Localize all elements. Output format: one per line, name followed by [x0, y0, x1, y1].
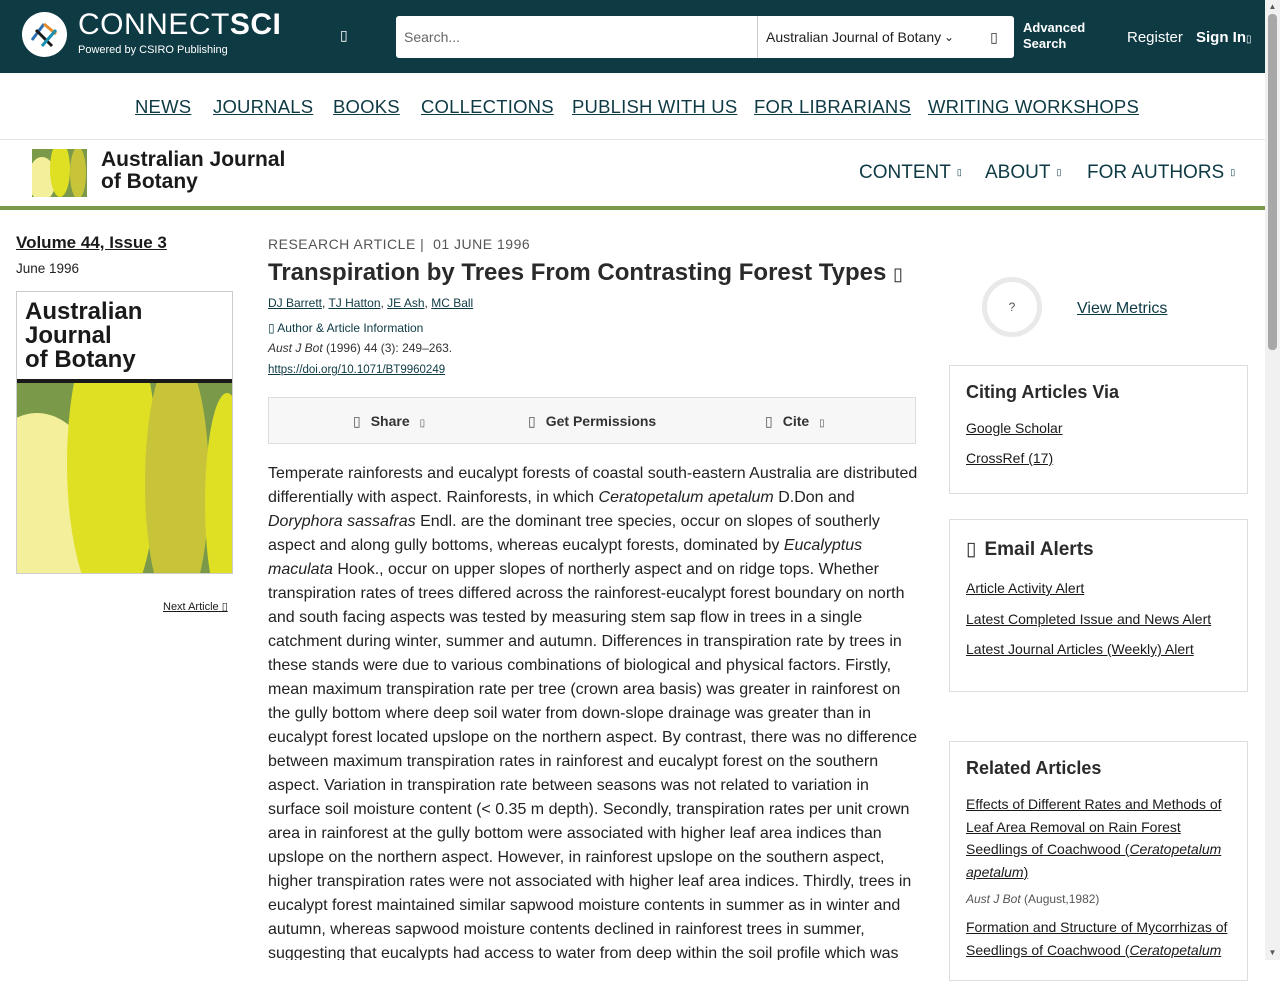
latest-issue-alert-link[interactable]: Latest Completed Issue and News Alert — [966, 611, 1212, 627]
sign-in-label: Sign In — [1196, 29, 1246, 46]
nav-journals[interactable]: JOURNALS — [213, 96, 314, 117]
author-link[interactable]: JE Ash — [387, 296, 425, 310]
scroll-thumb[interactable] — [1268, 14, 1277, 350]
cover-title-line3: of Botany — [25, 346, 136, 373]
metrics-badge[interactable]: ? — [982, 277, 1042, 337]
author-link[interactable]: DJ Barrett — [268, 296, 323, 310]
article-meta-line — [268, 236, 530, 252]
author-info-label: Author & Article Information — [277, 321, 424, 335]
author-link[interactable]: MC Ball — [431, 296, 474, 310]
journal-title-line1: Australian Journal — [101, 148, 286, 171]
issue-volume-link[interactable]: Volume 44, Issue 3 — [16, 233, 167, 252]
search-scope-select[interactable] — [757, 16, 962, 58]
nav-for-librarians[interactable]: FOR LIBRARIANS — [754, 96, 911, 117]
related-article-item[interactable] — [966, 916, 1231, 961]
bookmark-icon[interactable]: ▯ — [340, 27, 348, 43]
nav-publish-with-us[interactable]: PUBLISH WITH US — [572, 96, 738, 117]
crossref-link[interactable]: CrossRef (17) — [966, 450, 1054, 466]
caret-down-icon: ▯ — [819, 418, 825, 429]
related-title: Effects of Different Rates and Methods of Leaf Area Removal on Rain Forest Seedlings of Coachwood ( — [966, 796, 1222, 857]
article-type: RESEARCH ARTICLE — [268, 236, 416, 252]
cover-artwork — [17, 383, 232, 573]
get-permissions-button[interactable] — [528, 413, 656, 430]
cover-title — [25, 300, 142, 372]
related-articles-heading: Related Articles — [966, 758, 1102, 778]
article-abstract: Temperate rainforests and eucalypt forests of coastal south-eastern Australia are distributed differentially with aspect. Rainforests, in which Ceratopetalum apetalum D.Don and Doryphora sassafras Endl. are the dominant tree species, occur on slopes of southerly aspect and along gully bottoms, whereas eucalypt forests, dominated by Eucalyptus maculata Hook., occur on upper slopes of northerly aspect and on ridge tops. Whether transpiration rates of trees differed across the rainforest-eucalypt forest boundary on north and south facing aspects was tested by measuring stem sap flow in trees in a single catchment during winter, summer and autumn. Differences in transpiration rate by trees in these stands were due to various combinations of biological and physical factors. Firstly, mean maximum transpiration rate per tree (crown area basis) was greater in rainforest on the gully bottom where deep soil water from down-slope drainage was greater than in eucalypt forest located upslope on the northern aspect. By contrast, there was no difference between maximum transpiration rates in rainforest and eucalypt forest on the southern aspect. Variation in transpiration rate between seasons was not related to variation in surface soil moisture content (< 0.35 m depth). Secondly, transpiration rates per unit crown area in rainforest at the gully bottom were associated with higher leaf area indices than upslope on the northern aspect. However, in rainforest upslope on the southern aspect, higher transpiration rates were not associated with higher leaf area indices. Thirdly, trees in eucalypt forest maintained similar sapwood moisture contents in summer as in winter and autumn, whereas sapwood moisture contents declined in rainforest trees in summer, suggesting that eucalypts had access to water from deep within the soil profile which was — [268, 465, 918, 960]
article-title-text: Transpiration by Trees From Contrasting Forest Types — [268, 259, 887, 286]
related-title-end: ) — [1023, 863, 1029, 880]
related-title-italic: Ceratopetalum apetalum — [966, 841, 1222, 880]
journal-nav-content-label: CONTENT — [859, 162, 951, 183]
cover-title-line1: Australian — [25, 298, 143, 325]
quote-icon: ▯ — [765, 413, 773, 429]
article-title — [268, 259, 903, 287]
journal-nav-for-authors[interactable] — [1087, 162, 1235, 184]
search-bar — [396, 16, 1014, 58]
journal-logo-icon[interactable] — [32, 149, 87, 197]
permissions-icon: ▯ — [528, 413, 536, 429]
journal-nav-for-authors-label: FOR AUTHORS — [1087, 162, 1225, 183]
connectsci-logo-text[interactable]: CONNECTSCI — [78, 8, 282, 41]
cite-label: Cite — [782, 413, 810, 429]
related-journal: Aust J Bot — [966, 892, 1021, 906]
search-scope-value: Australian Journal of Botany — [766, 29, 942, 45]
citation-details: (1996) 44 (3): 249–263. — [326, 341, 453, 355]
citing-articles-box — [949, 365, 1248, 494]
nav-writing-workshops[interactable]: WRITING WORKSHOPS — [928, 96, 1140, 117]
article-activity-alert-link[interactable]: Article Activity Alert — [966, 580, 1085, 596]
author-info-toggle[interactable] — [268, 321, 423, 335]
caret-down-icon: ▯ — [419, 418, 426, 429]
advanced-search-link[interactable] — [1023, 20, 1085, 52]
related-articles-box — [949, 741, 1248, 981]
citation-line — [268, 341, 452, 355]
cover-title-line2: Journal — [25, 322, 112, 349]
nav-books[interactable]: BOOKS — [333, 96, 400, 117]
email-alerts-box — [949, 519, 1248, 692]
issue-date: June 1996 — [16, 261, 80, 276]
meta-separator: | — [420, 236, 425, 252]
next-article-link[interactable] — [163, 600, 228, 613]
sign-in-link[interactable] — [1196, 29, 1252, 46]
caret-down-icon: ▯ — [1230, 167, 1236, 178]
top-header — [0, 0, 1265, 73]
advanced-search-line2: Search — [1023, 36, 1067, 51]
share-icon: ▯ — [353, 413, 361, 429]
scroll-down-arrow-icon[interactable]: ▼ — [1268, 948, 1277, 957]
share-button[interactable] — [353, 413, 425, 430]
advanced-search-line1: Advanced — [1023, 20, 1086, 35]
citing-articles-heading: Citing Articles Via — [966, 382, 1120, 402]
caret-down-icon: ▯ — [956, 167, 962, 178]
article-toolbar — [268, 397, 916, 444]
expand-icon: ▯ — [268, 321, 275, 335]
logo-tagline: Powered by CSIRO Publishing — [78, 44, 228, 56]
journal-nav-about[interactable] — [985, 162, 1061, 184]
chevron-down-icon: ⌄ — [943, 30, 954, 44]
journal-abbrev: Aust J Bot — [268, 341, 323, 355]
journal-cover-image[interactable] — [16, 291, 233, 574]
related-article-link[interactable] — [966, 919, 1227, 958]
chevron-right-icon: ▯ — [221, 601, 228, 613]
register-link[interactable]: Register — [1127, 29, 1183, 46]
email-alerts-title: Email Alerts — [984, 539, 1094, 560]
caret-down-icon: ▯ — [1056, 167, 1062, 178]
related-date: (August,1982) — [1024, 892, 1100, 906]
google-scholar-link[interactable]: Google Scholar — [966, 420, 1063, 436]
email-alerts-heading — [966, 538, 1094, 561]
journal-bar — [0, 140, 1265, 210]
bookmark-icon[interactable]: ▯ — [893, 264, 903, 284]
journal-title[interactable] — [101, 149, 285, 193]
search-input[interactable] — [396, 16, 756, 58]
connectsci-logo-icon[interactable] — [22, 12, 67, 57]
latest-articles-alert-link[interactable]: Latest Journal Articles (Weekly) Alert — [966, 641, 1194, 657]
nav-news[interactable]: NEWS — [135, 96, 192, 117]
cite-button[interactable] — [765, 413, 825, 430]
page-scrollbar[interactable] — [1265, 0, 1280, 960]
doi-link[interactable]: https://doi.org/10.1071/BT9960249 — [268, 364, 446, 376]
permissions-label: Get Permissions — [545, 413, 657, 429]
main-navigation — [0, 73, 1265, 140]
journal-nav-about-label: ABOUT — [985, 162, 1051, 183]
nav-collections[interactable]: COLLECTIONS — [421, 96, 554, 117]
author-link[interactable]: TJ Hatton — [328, 296, 381, 310]
share-label: Share — [370, 413, 410, 429]
journal-nav-content[interactable] — [859, 162, 962, 184]
view-metrics-link[interactable]: View Metrics — [1077, 300, 1168, 317]
user-icon: ▯ — [1246, 34, 1252, 45]
related-title-italic: Ceratopetalum — [1129, 941, 1222, 958]
author-list: DJ Barrett, TJ Hatton, JE Ash, MC Ball — [268, 296, 474, 310]
envelope-icon: ▯ — [966, 539, 977, 560]
related-article-link[interactable] — [966, 796, 1222, 880]
scroll-up-arrow-icon[interactable]: ▲ — [1268, 2, 1277, 11]
related-title: Formation and Structure of Mycorrhizas of Seedlings of Coachwood ( — [966, 919, 1228, 958]
search-icon[interactable]: ▯ — [990, 29, 998, 45]
next-article-label: Next Article — [163, 601, 219, 613]
related-article-meta — [966, 892, 1099, 906]
journal-title-line2: of Botany — [101, 170, 198, 193]
related-article-item[interactable] — [966, 793, 1231, 883]
article-date: 01 JUNE 1996 — [433, 236, 531, 252]
